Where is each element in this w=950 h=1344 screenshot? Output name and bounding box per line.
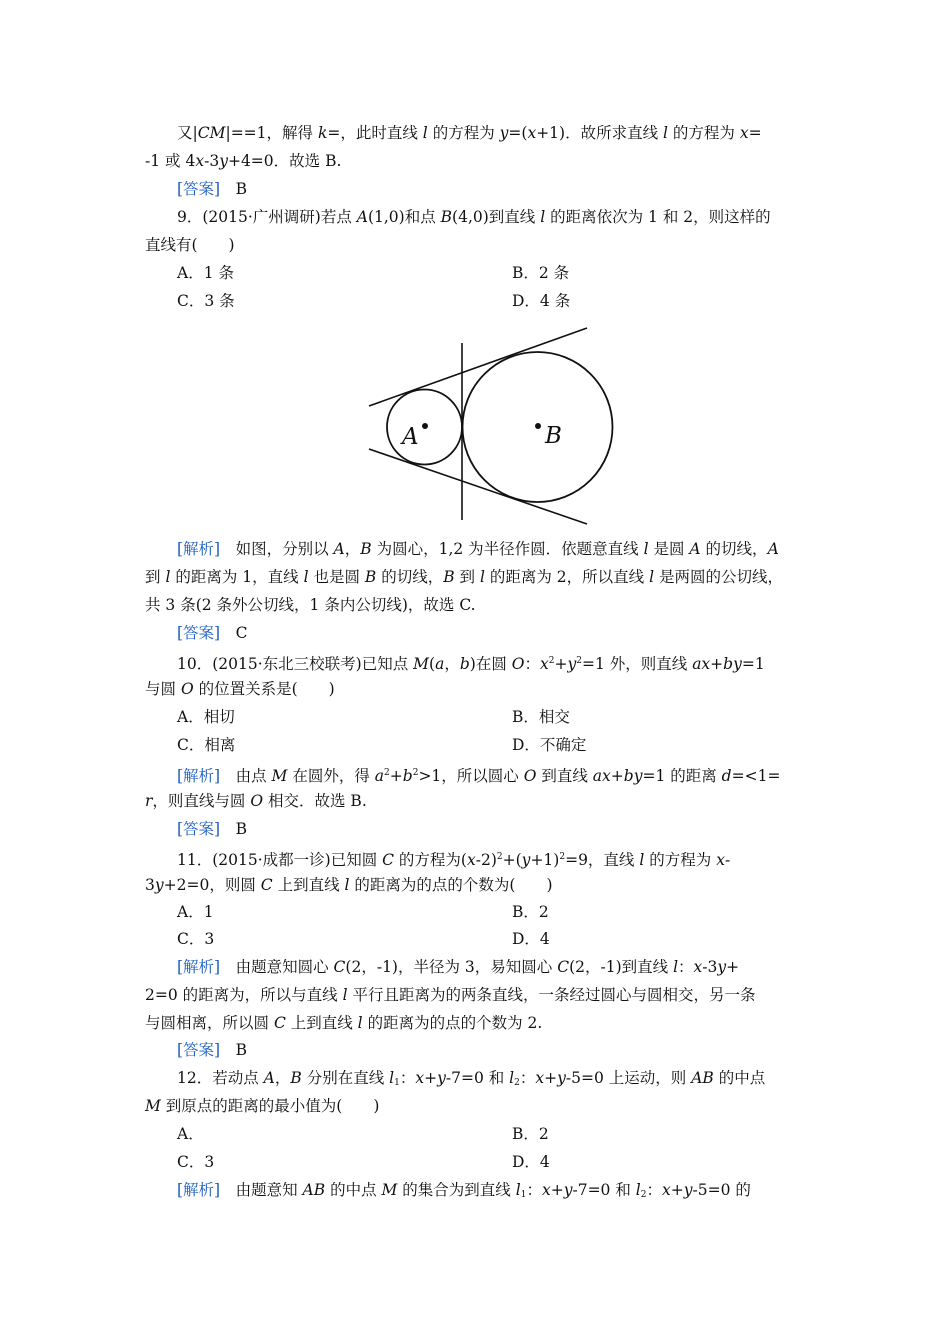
external-tangent-top bbox=[369, 328, 587, 406]
text-line: 直线有( ) bbox=[145, 236, 235, 254]
answer-tag: [答案] bbox=[177, 180, 221, 198]
text-line: -1 或 4x-3y+4=0．故选 B. bbox=[145, 152, 342, 170]
option-a: A． bbox=[177, 1125, 204, 1143]
text-line: 共 3 条(2 条外公切线，1 条内公切线)，故选 C. bbox=[145, 596, 476, 614]
text-line: M 到原点的距离的最小值为( ) bbox=[145, 1097, 380, 1115]
option-d: D．4 条 bbox=[512, 292, 571, 310]
text-line: 到 l 的距离为 1，直线 l 也是圆 B 的切线，B 到 l 的距离为 2，所以直线 l 是两圆的公切线， bbox=[145, 568, 783, 586]
answer-line: [答案] B bbox=[177, 180, 248, 198]
option-c: C．3 bbox=[177, 1153, 215, 1171]
solution-10: [解析] 由点 M 在圆外，得 $a^2+b^2>1$，所以圆心 O 到直线 ax+by=1 的距离 d=<1= bbox=[177, 767, 781, 785]
question-12: 12．若动点 A，B 分别在直线 $l_1$：x+y-7=0 和 $l_2$：x+y-5=0 上运动，则 AB 的中点 bbox=[177, 1069, 766, 1088]
center-b bbox=[535, 423, 541, 429]
solution-9: [解析] 如图，分别以 A，B 为圆心，1,2 为半径作圆．依题意直线 l 是圆 A 的切线，A bbox=[177, 540, 779, 558]
label-b: B bbox=[545, 423, 562, 449]
answer-line: [答案] B bbox=[177, 1041, 248, 1059]
option-d: D．4 bbox=[512, 1153, 550, 1171]
solution-11: [解析] 由题意知圆心 C(2，-1)，半径为 3，易知圆心 C(2，-1)到直线 l：x-3y+ bbox=[177, 958, 740, 976]
option-a: A．相切 bbox=[177, 708, 235, 726]
text-line: 又|CM|==1，解得 k=，此时直线 l 的方程为 y=(x+1)．故所求直线 l 的方程为 x= bbox=[177, 124, 762, 142]
solution-12: [解析] 由题意知 AB 的中点 M 的集合为到直线 $l_1$：x+y-7=0 和 $l_2$：x+y-5=0 的 bbox=[177, 1181, 751, 1200]
label-a: A bbox=[402, 424, 419, 450]
text-line: r，则直线与圆 O 相交．故选 B. bbox=[145, 792, 367, 810]
external-tangent-bottom bbox=[369, 449, 587, 524]
text-line: 与圆相离，所以圆 C 上到直线 l 的距离为的点的个数为 2. bbox=[145, 1014, 543, 1032]
option-b: B．相交 bbox=[512, 708, 570, 726]
option-a: A．1 条 bbox=[177, 264, 234, 282]
option-b: B．2 条 bbox=[512, 264, 570, 282]
answer-line: [答案] B bbox=[177, 820, 248, 838]
text-line: 与圆 O 的位置关系是( ) bbox=[145, 680, 335, 698]
center-a bbox=[422, 423, 428, 429]
question-10: 10．(2015·东北三校联考)已知点 M(a，b)在圆 O：$x^2+y^2=1$ 外，则直线 ax+by=1 bbox=[177, 655, 765, 673]
option-c: C．3 bbox=[177, 930, 215, 948]
option-b: B．2 bbox=[512, 1125, 549, 1143]
text-line: 3y+2=0，则圆 C 上到直线 l 的距离为的点的个数为( ) bbox=[145, 876, 553, 894]
answer-line: [答案] C bbox=[177, 624, 248, 642]
option-d: D．不确定 bbox=[512, 736, 587, 754]
question-11: 11．(2015·成都一诊)已知圆 C 的方程为$(x-2)^2+(y+1)^2=9$，直线 l 的方程为 x- bbox=[177, 851, 731, 869]
option-a: A．1 bbox=[177, 903, 214, 921]
option-c: C．3 条 bbox=[177, 292, 235, 310]
option-b: B．2 bbox=[512, 903, 549, 921]
option-c: C．相离 bbox=[177, 736, 236, 754]
question-9: 9．(2015·广州调研)若点 A(1,0)和点 B(4,0)到直线 l 的距离依次为 1 和 2，则这样的 bbox=[177, 208, 771, 226]
option-d: D．4 bbox=[512, 930, 550, 948]
text-line: 2=0 的距离为，所以与直线 l 平行且距离为的两条直线，一条经过圆心与圆相交，另一条 bbox=[145, 986, 756, 1004]
